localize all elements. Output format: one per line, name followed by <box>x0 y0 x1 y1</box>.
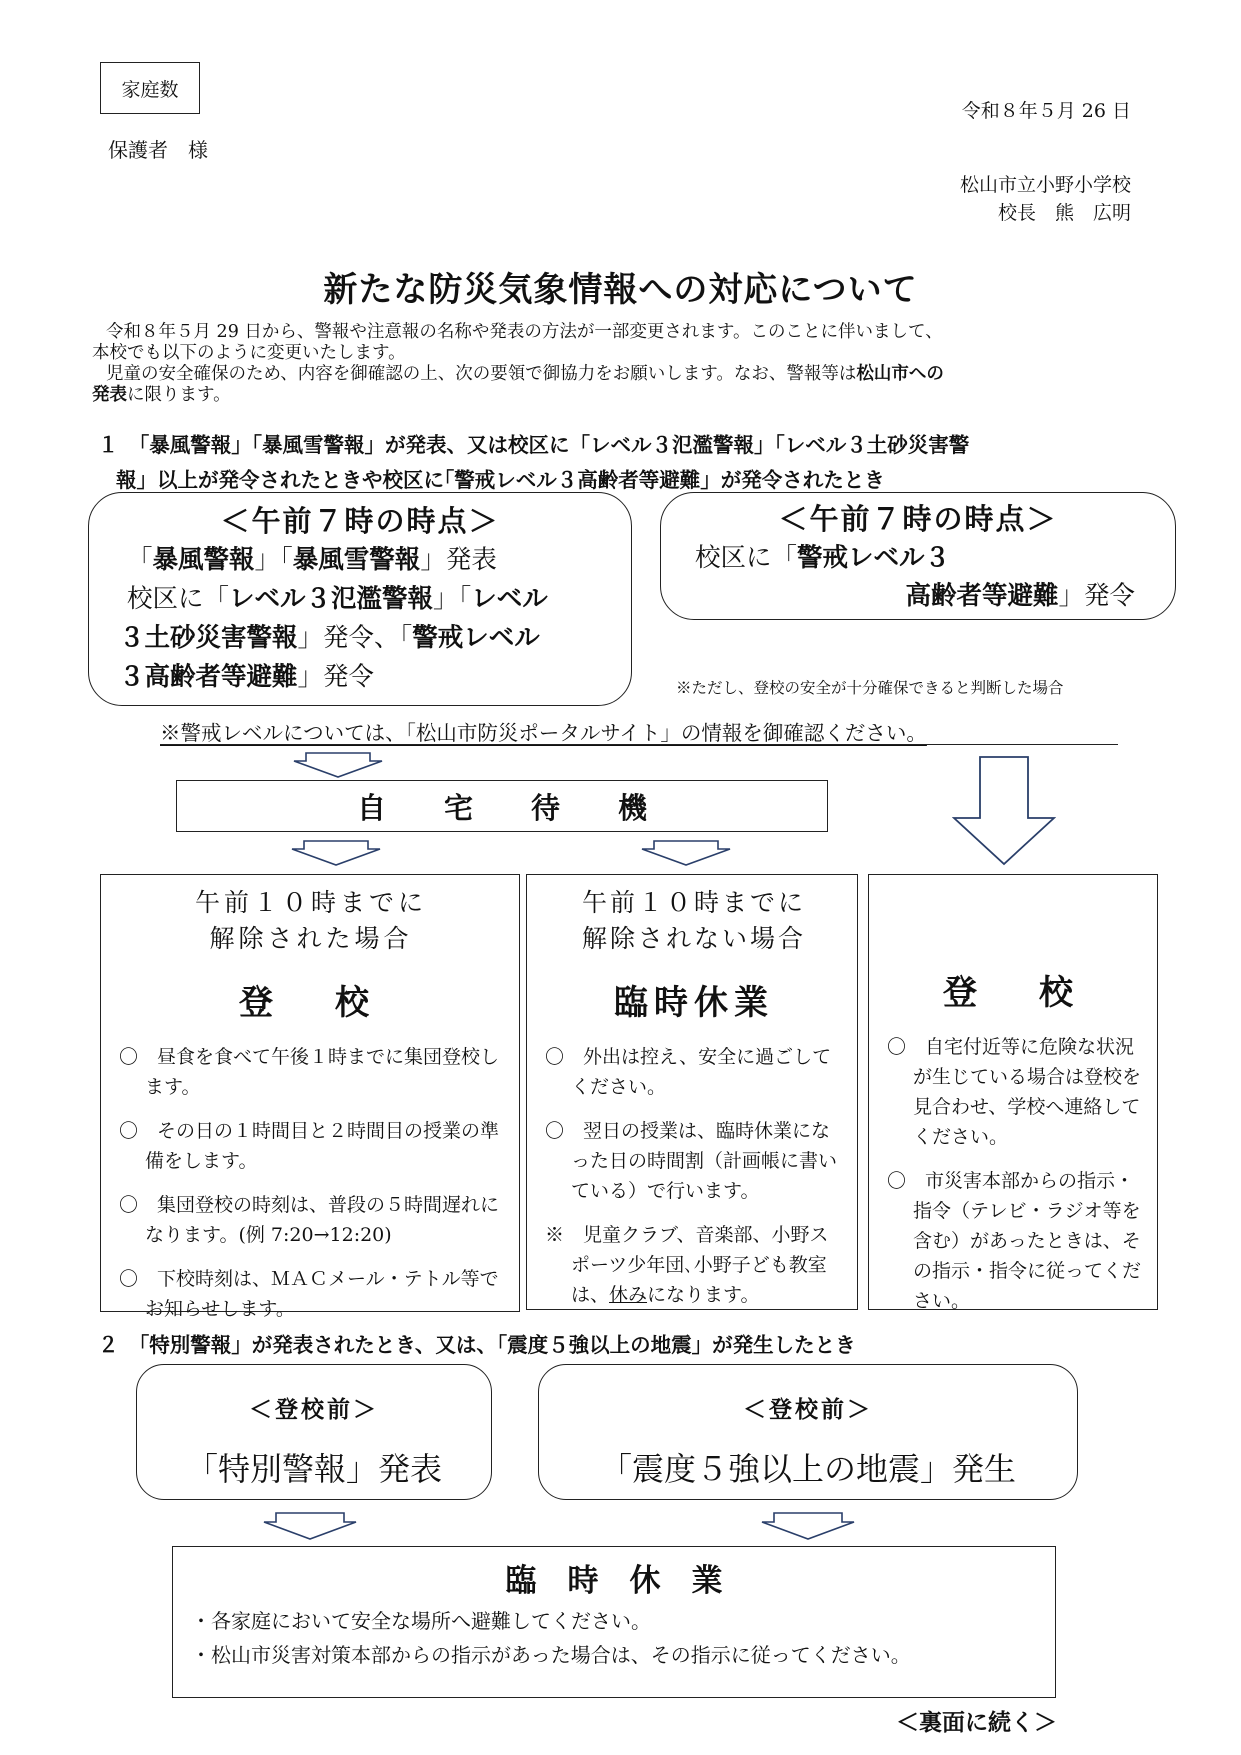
closure-box <box>172 1546 1056 1698</box>
morning-warning-line <box>89 619 631 658</box>
column-title: 登 校 <box>239 983 383 1023</box>
txt: 」発令、「 <box>297 623 413 653</box>
closure-title: 臨 時 休 業 <box>505 1563 723 1599</box>
safety-note: ※ただし、登校の安全が十分確保できると判断した場合 <box>676 679 1064 697</box>
column-head: 午前１０時までに <box>581 888 806 917</box>
stay-home-label: 自 宅 待 機 <box>356 790 647 825</box>
column-head: 解除されない場合 <box>581 924 806 953</box>
special-warning-title: ＜登校前＞ <box>249 1397 379 1423</box>
earthquake-title: ＜登校前＞ <box>743 1397 873 1423</box>
txt: 」「 <box>254 545 293 575</box>
stay-home-box <box>176 780 828 832</box>
morning-warning-title: ＜午前７時の時点＞ <box>220 504 500 538</box>
txt: 」発表 <box>420 545 497 575</box>
morning-evacuation-line <box>661 539 1175 577</box>
txt: 「 <box>127 545 153 575</box>
section1-heading-line: 報」以上が発令されたときや校区に｢警戒レベル３高齢者等避難」が発令されたとき <box>116 468 885 492</box>
txt-bold: 警戒レベル <box>412 623 540 653</box>
column-item <box>541 1220 847 1310</box>
column-not-cleared <box>526 874 858 1310</box>
txt: 校区に「 <box>127 584 230 614</box>
column-item: 〇 外出は控え、安全に過ごしてください。 <box>545 1046 832 1098</box>
column-item: 〇 市災害本部からの指示・指令（テレビ・ラジオ等を含む）があったときは、その指示・指令に従ってください。 <box>887 1170 1142 1312</box>
column-attend <box>868 874 1158 1310</box>
issue-date: 令和８年５月 26 日 <box>961 100 1131 122</box>
column-title: 登 校 <box>943 973 1087 1013</box>
special-warning-box <box>136 1364 492 1500</box>
arrow-down-icon <box>262 1512 358 1540</box>
column-item: 〇 集団登校の時刻は、普段の５時間遅れになります。(例 7:20→12:20) <box>119 1194 500 1246</box>
distribution-tag <box>100 62 200 114</box>
txt: 校区に「 <box>695 543 798 573</box>
txt: ※ 児童クラブ、音楽部、小野スポーツ少年団､小野子ども教室は、 <box>545 1224 829 1306</box>
section2-heading: ２ 「特別警報」が発表されたとき、又は、「震度５強以上の地震」が発生したとき <box>98 1333 856 1357</box>
earthquake-box <box>538 1364 1078 1500</box>
arrow-down-icon <box>290 840 382 866</box>
txt: 」「 <box>433 584 472 614</box>
section1-heading <box>98 428 969 498</box>
intro-line: 令和８年５月 29 日から、警報や注意報の名称や発表の方法が一部変更されます。このことに伴いまして、 <box>106 322 943 342</box>
txt: 」発令 <box>1058 581 1135 611</box>
arrow-down-icon <box>760 1512 856 1540</box>
txt: になります。 <box>647 1284 760 1306</box>
arrow-down-icon <box>640 840 732 866</box>
addressee: 保護者 様 <box>108 138 208 162</box>
arrow-down-large-icon <box>952 756 1056 866</box>
column-item: 〇 昼食を食べて午後１時までに集団登校します。 <box>119 1046 500 1098</box>
school-name: 松山市立小野小学校 <box>959 174 1131 196</box>
morning-warning-line <box>89 580 631 619</box>
column-head: 午前１０時までに <box>194 888 427 917</box>
morning-evacuation-line <box>661 577 1175 615</box>
column-item: 〇 その日の１時間目と２時間目の授業の準備をします。 <box>119 1120 500 1172</box>
morning-warning-line <box>89 541 631 580</box>
intro-line <box>92 385 1152 406</box>
intro-text: 児童の安全確保のため、内容を御確認の上、次の要領で御協力をお願いします。なお、警報等は <box>106 364 857 384</box>
txt-bold: 警戒レベル３ <box>797 543 951 573</box>
morning-evacuation-title: ＜午前７時の時点＞ <box>778 502 1058 536</box>
column-item: 〇 翌日の授業は、臨時休業になった日の時間割（計画帳に書いている）で行います。 <box>545 1120 838 1202</box>
continued-note: ＜裏面に続く＞ <box>892 1704 1061 1737</box>
arrow-down-icon <box>292 752 384 778</box>
closure-item: ・松山市災害対策本部からの指示があった場合は、その指示に従ってください。 <box>191 1643 911 1667</box>
column-head: 解除された場合 <box>209 924 413 953</box>
morning-warning-box <box>88 492 632 706</box>
intro-line: 本校でも以下のように変更いたします。 <box>92 343 406 363</box>
intro-bold: 発表 <box>92 385 127 405</box>
portal-note: ※警戒レベルについては、「松山市防災ポータルサイト」の情報を御確認ください。 <box>160 721 927 745</box>
column-item: 〇 下校時刻は、ＭＡＣメール・テトル等でお知らせします。 <box>119 1268 499 1320</box>
txt-bold: ３高齢者等避難 <box>119 662 298 692</box>
txt-bold: レベル <box>471 584 548 614</box>
column-cleared <box>100 874 520 1320</box>
morning-warning-line <box>89 658 631 697</box>
earthquake-body: 「震度５強以上の地震」発生 <box>599 1450 1016 1488</box>
intro-bold: 松山市への <box>856 364 944 384</box>
portal-underline <box>160 744 1118 745</box>
txt-bold: レベル３氾濫警報 <box>229 584 434 614</box>
special-warning-body: 「特別警報」発表 <box>185 1450 442 1488</box>
column-title: 臨時休業 <box>614 983 774 1023</box>
txt-bold: 暴風雪警報 <box>292 545 421 575</box>
txt-underlined: 休み <box>609 1284 648 1306</box>
txt: 」発令 <box>297 662 375 692</box>
txt-bold: 高齢者等避難 <box>905 581 1059 611</box>
column-item: 〇 自宅付近等に危険な状況が生じている場合は登校を見合わせ、学校へ連絡してください。 <box>887 1036 1142 1148</box>
intro-text: に限ります。 <box>127 385 231 405</box>
closure-item: ・各家庭において安全な場所へ避難してください。 <box>191 1609 651 1633</box>
txt-bold: ３土砂災害警報 <box>119 623 298 653</box>
section1-heading-line: １ 「暴風警報」｢暴風雪警報」が発表、又は校区に「レベル３氾濫警報」「レベル３土砂災害警 <box>98 433 970 457</box>
morning-evacuation-box <box>660 492 1176 620</box>
intro <box>92 322 1152 406</box>
principal-name: 校長 熊 広明 <box>997 202 1131 224</box>
txt-bold: 暴風警報 <box>152 545 255 575</box>
page-title: 新たな防災気象情報への対応について <box>323 270 918 310</box>
distribution-tag-text: 家庭数 <box>121 78 179 101</box>
intro-line <box>92 364 1152 385</box>
